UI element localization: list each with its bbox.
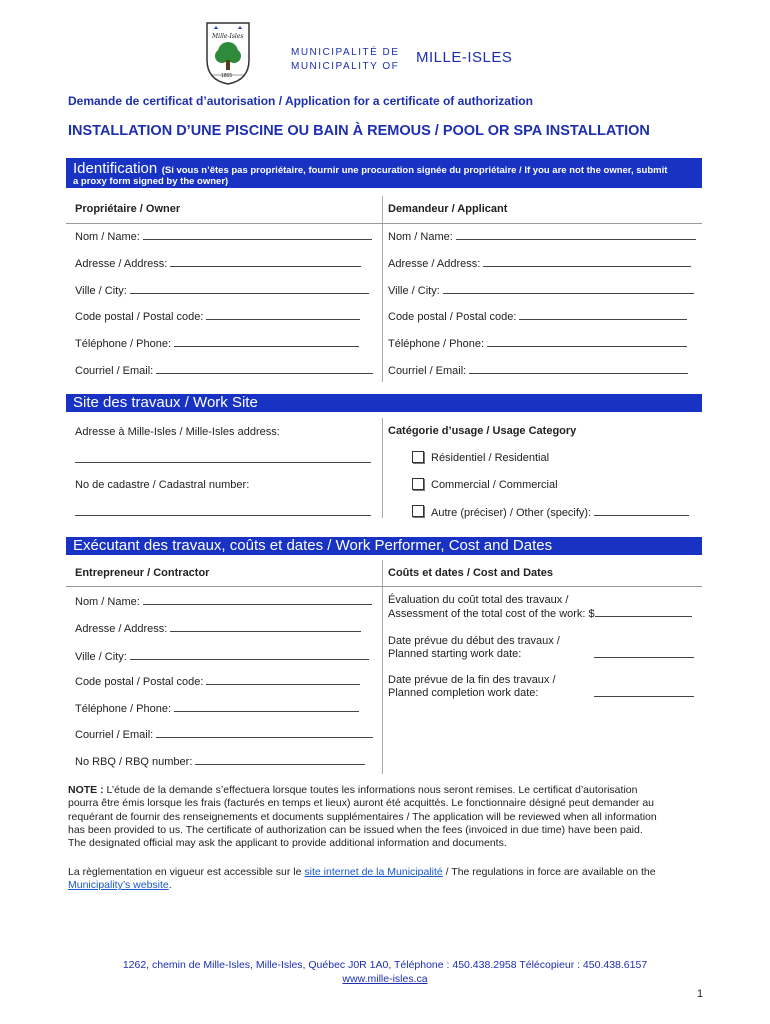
cost-label-1: Évaluation du coût total des travaux / <box>388 594 569 606</box>
applicant-field-1[interactable] <box>388 257 691 270</box>
owner-field-label: Code postal / Postal code: <box>75 311 204 323</box>
cost-label-2: Assessment of the total cost of the work: $ <box>388 608 595 620</box>
applicant-field-3[interactable] <box>388 310 687 323</box>
owner-field-line[interactable] <box>170 257 361 267</box>
owner-field-label: Courriel / Email: <box>75 365 154 377</box>
municipality-fr-label: MUNICIPALITÉ DE <box>291 47 400 58</box>
applicant-field-line[interactable] <box>483 257 691 267</box>
contractor-field-label: Code postal / Postal code: <box>75 676 204 688</box>
municipality-en-label: MUNICIPALITY OF <box>291 61 400 72</box>
municipality-website-link[interactable]: Municipality’s website <box>68 879 169 892</box>
applicant-field-line[interactable] <box>443 284 694 294</box>
note-paragraph: NOTE : L’étude de la demande s’effectuera lorsque toutes les informations nous seront remises. Le certificat d’autorisation pourra être émis lorsque les frais (facturés en temps et lieux) auront été acquittés. Le fonctionnaire désigné peut demander au requérant de fournir des renseignements et documents supplémentaires / The application will be reviewed when all information has been provided to us. The certificate of authorization can be issued when the fees (invoiced in due time) have been paid. The designated official may ask the applicant to provide additional information and documents. <box>68 784 657 850</box>
row-divider <box>66 223 702 224</box>
owner-field-line[interactable] <box>206 310 360 320</box>
contractor-field-label: Courriel / Email: <box>75 729 154 741</box>
applicant-field-label: Code postal / Postal code: <box>388 311 517 323</box>
start-date-label-2: Planned starting work date: <box>388 648 522 660</box>
applicant-field-label: Courriel / Email: <box>388 365 467 377</box>
cost-input-line[interactable] <box>595 607 692 617</box>
applicant-field-line[interactable] <box>456 230 696 240</box>
applicant-field-line[interactable] <box>469 364 688 374</box>
owner-field-4[interactable] <box>75 337 359 350</box>
owner-field-line[interactable] <box>143 230 372 240</box>
owner-field-3[interactable] <box>75 310 360 323</box>
owner-field-2[interactable] <box>75 284 369 297</box>
applicant-field-2[interactable] <box>388 284 694 297</box>
owner-field-label: Ville / City: <box>75 285 127 297</box>
other-checkbox[interactable] <box>412 505 424 517</box>
applicant-field-label: Ville / City: <box>388 285 440 297</box>
owner-heading: Propriétaire / Owner <box>75 203 181 215</box>
worksite-title: Site des travaux / Work Site <box>73 394 258 411</box>
applicant-field-line[interactable] <box>487 337 687 347</box>
applicant-field-4[interactable] <box>388 337 687 350</box>
contractor-field-label: Adresse / Address: <box>75 623 168 635</box>
performer-header <box>66 537 702 555</box>
owner-field-line[interactable] <box>130 284 369 294</box>
contractor-field-0[interactable] <box>75 595 372 608</box>
end-date-label-2: Planned completion work date: <box>388 687 539 699</box>
applicant-field-0[interactable] <box>388 230 696 243</box>
start-date-label-1: Date prévue du début des travaux / <box>388 635 560 647</box>
note-label: NOTE : <box>68 784 104 796</box>
owner-field-5[interactable] <box>75 364 373 377</box>
contractor-field-5[interactable] <box>75 728 373 741</box>
applicant-field-label: Téléphone / Phone: <box>388 338 485 350</box>
crest-logo <box>204 20 252 86</box>
worksite-address-label: Adresse à Mille-Isles / Mille-Isles address: <box>75 426 280 438</box>
contractor-field-line[interactable] <box>143 595 372 605</box>
crest-text: Mille-Isles <box>212 33 244 40</box>
row-divider <box>66 586 702 587</box>
municipality-site-link[interactable]: site internet de la Municipalité <box>304 866 443 878</box>
owner-field-label: Nom / Name: <box>75 231 140 243</box>
end-date-label-1: Date prévue de la fin des travaux / <box>388 674 556 686</box>
cadastre-line[interactable] <box>75 506 371 519</box>
footer-website-link[interactable]: www.mille-isles.ca <box>342 973 428 985</box>
crest-year: 1855 <box>221 73 233 79</box>
applicant-field-5[interactable] <box>388 364 688 377</box>
other-specify-line[interactable] <box>594 506 689 516</box>
footer-address: 1262, chemin de Mille-Isles, Mille-Isles, Québec J0R 1A0, Téléphone : 450.438.2958 Télécopieur : 450.438.6157 <box>122 959 648 971</box>
identification-note-1: (Si vous n’êtes pas propriétaire, fournir une procuration signée du propriétaire / If you are not the owner, submit <box>161 165 668 176</box>
other-label: Autre (préciser) / Other (specify): <box>431 507 592 519</box>
residential-label: Résidentiel / Residential <box>431 452 550 464</box>
form-subtitle: Demande de certificat d’autorisation / Application for a certificate of authorization <box>68 94 533 108</box>
contractor-field-2[interactable] <box>75 650 369 663</box>
owner-field-label: Téléphone / Phone: <box>75 338 172 350</box>
contractor-field-3[interactable] <box>75 675 360 688</box>
contractor-field-label: Ville / City: <box>75 651 127 663</box>
contractor-field-line[interactable] <box>156 728 373 738</box>
owner-field-1[interactable] <box>75 257 361 270</box>
owner-field-line[interactable] <box>156 364 373 374</box>
contractor-field-1[interactable] <box>75 622 361 635</box>
identification-title: Identification <box>73 160 158 177</box>
column-divider <box>382 560 383 774</box>
applicant-field-label: Nom / Name: <box>388 231 453 243</box>
costs-heading: Coûts et dates / Cost and Dates <box>388 567 554 579</box>
cadastre-label: No de cadastre / Cadastral number: <box>75 479 250 491</box>
identification-header <box>66 158 702 188</box>
commercial-checkbox[interactable] <box>412 478 424 490</box>
owner-field-0[interactable] <box>75 230 372 243</box>
contractor-field-line[interactable] <box>170 622 361 632</box>
worksite-address-line[interactable] <box>75 453 371 466</box>
contractor-field-6[interactable] <box>75 755 365 768</box>
contractor-field-line[interactable] <box>130 650 369 660</box>
applicant-field-line[interactable] <box>519 310 687 320</box>
residential-checkbox[interactable] <box>412 451 424 463</box>
owner-field-line[interactable] <box>174 337 359 347</box>
performer-title: Exécutant des travaux, coûts et dates / Work Performer, Cost and Dates <box>73 537 553 554</box>
contractor-field-label: No RBQ / RBQ number: <box>75 756 193 768</box>
identification-note-2: a proxy form signed by the owner) <box>73 176 229 187</box>
regulation-paragraph: La règlementation en vigueur est accessible sur le site internet de la Municipalité / The regulations in force are available on the Municipality’s website. <box>68 866 656 892</box>
contractor-field-line[interactable] <box>174 702 359 712</box>
contractor-heading: Entrepreneur / Contractor <box>75 567 210 579</box>
contractor-field-line[interactable] <box>195 755 365 765</box>
worksite-header <box>66 394 702 412</box>
applicant-field-label: Adresse / Address: <box>388 258 481 270</box>
start-date-line[interactable] <box>594 648 694 661</box>
commercial-label: Commercial / Commercial <box>431 479 558 491</box>
page-number: 1 <box>697 988 704 1000</box>
end-date-line[interactable] <box>594 687 694 700</box>
contractor-field-label: Nom / Name: <box>75 596 140 608</box>
contractor-field-line[interactable] <box>206 675 360 685</box>
contractor-field-label: Téléphone / Phone: <box>75 703 172 715</box>
town-name: MILLE-ISLES <box>416 49 513 66</box>
form-title: INSTALLATION D’UNE PISCINE OU BAIN À REMOUS / POOL OR SPA INSTALLATION <box>68 123 650 139</box>
contractor-field-4[interactable] <box>75 702 359 715</box>
owner-field-label: Adresse / Address: <box>75 258 168 270</box>
applicant-heading: Demandeur / Applicant <box>388 203 508 215</box>
usage-category-heading: Catégorie d’usage / Usage Category <box>388 425 577 437</box>
column-divider <box>382 418 383 518</box>
